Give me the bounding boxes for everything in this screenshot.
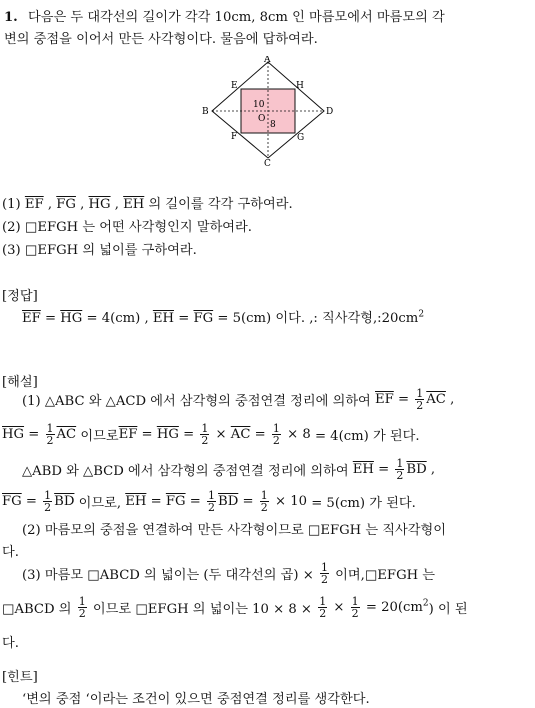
explanation-line-2: $\overline{HG}$ = $\frac{1}{2}$ $\overline{AC}$ 이므로$\overline{EF} = \overline{HG}$ = $\frac{1}{2}$ × $\overline{AC}$ = $\frac{1}{2}$ × 8 = 4(cm) 가 된다. [2,422,420,447]
length-8: 8 [270,120,276,130]
label-e: E [231,81,238,91]
label-b: B [202,107,209,117]
rhombus-figure [198,56,338,166]
explanation-line-6: 다. [2,545,19,560]
hint-text: ‘변의 중점 ‘이라는 조건이 있으면 중점연결 정리를 생각한다. [22,692,370,707]
explanation-line-7: (3) 마름모 □ABCD 의 넓이는 (두 대각선의 곱) × $\frac{1}{2}$ 이며,□EFGH 는 [22,561,436,586]
explanation-heading: [해설] [2,375,38,390]
label-o: O [258,114,266,124]
label-a: A [264,56,271,65]
explanation-line-3: △ABD 와 △BCD 에서 삼각형의 중점연결 정리에 의하여 $\overline{EH}$ = $\frac{1}{2}$ $\overline{BD}$ , [22,457,436,482]
explanation-line-5: (2) 마름모의 중점을 연결하여 만든 사각형이므로 □EFGH 는 직사각형이 [22,523,446,538]
explanation-line-9: 다. [2,636,19,651]
problem-line-1 [4,6,445,25]
question-1: (1) $\overline{EF}$ , $\overline{FG}$ , $\overline{HG}$ , $\overline{EH}$ 의 길이를 각각 구하여라. [2,197,293,212]
length-10: 10 [253,100,265,110]
label-h: H [296,81,304,91]
answer-line: $\overline{EF} = \overline{HG} = 4(cm)$ , $\overline{EH} = \overline{FG} = 5(cm)$ 이다. ,: 직사각형$,:20cm^2$ [22,309,425,326]
explanation-line-1: (1) △ABC 와 △ACD 에서 삼각형의 중점연결 정리에 의하여 $\overline{EF}$ = $\frac{1}{2}$ $\overline{AC}$ , [22,387,455,412]
label-d: D [326,107,334,117]
explanation-line-4: $\overline{FG}$ = $\frac{1}{2}$ $\overline{BD}$ 이므로, $\overline{EH} = \overline{FG}$ = $\frac{1}{2}$ $\overline{BD}$ = $\frac{1}{2}$ × 10 = 5(cm) 가 된다. [2,489,416,514]
question-2: (2) □EFGH 는 어떤 사각형인지 말하여라. [2,220,252,235]
explanation-line-8: □ABCD 의 $\frac{1}{2}$ 이므로 □EFGH 의 넓이는 10 × 8 × $\frac{1}{2}$ × $\frac{1}{2}$ = $20(cm^2)$ 이 된 [2,595,468,620]
question-3: (3) □EFGH 의 넓이를 구하여라. [2,243,197,258]
problem-line-2: 변의 중점을 이어서 만든 사각형이다. 물음에 답하여라. [4,32,318,47]
label-f: F [231,132,238,142]
label-g: G [297,133,305,143]
problem-number: 1. [4,10,18,25]
hint-heading: [힌트] [2,670,38,685]
label-c: C [264,159,271,166]
answer-heading: [정답] [2,289,38,304]
problem-text-1: 다음은 두 대각선의 길이가 각각 10cm, 8cm 인 마름모에서 마름모의 각 [27,10,445,25]
